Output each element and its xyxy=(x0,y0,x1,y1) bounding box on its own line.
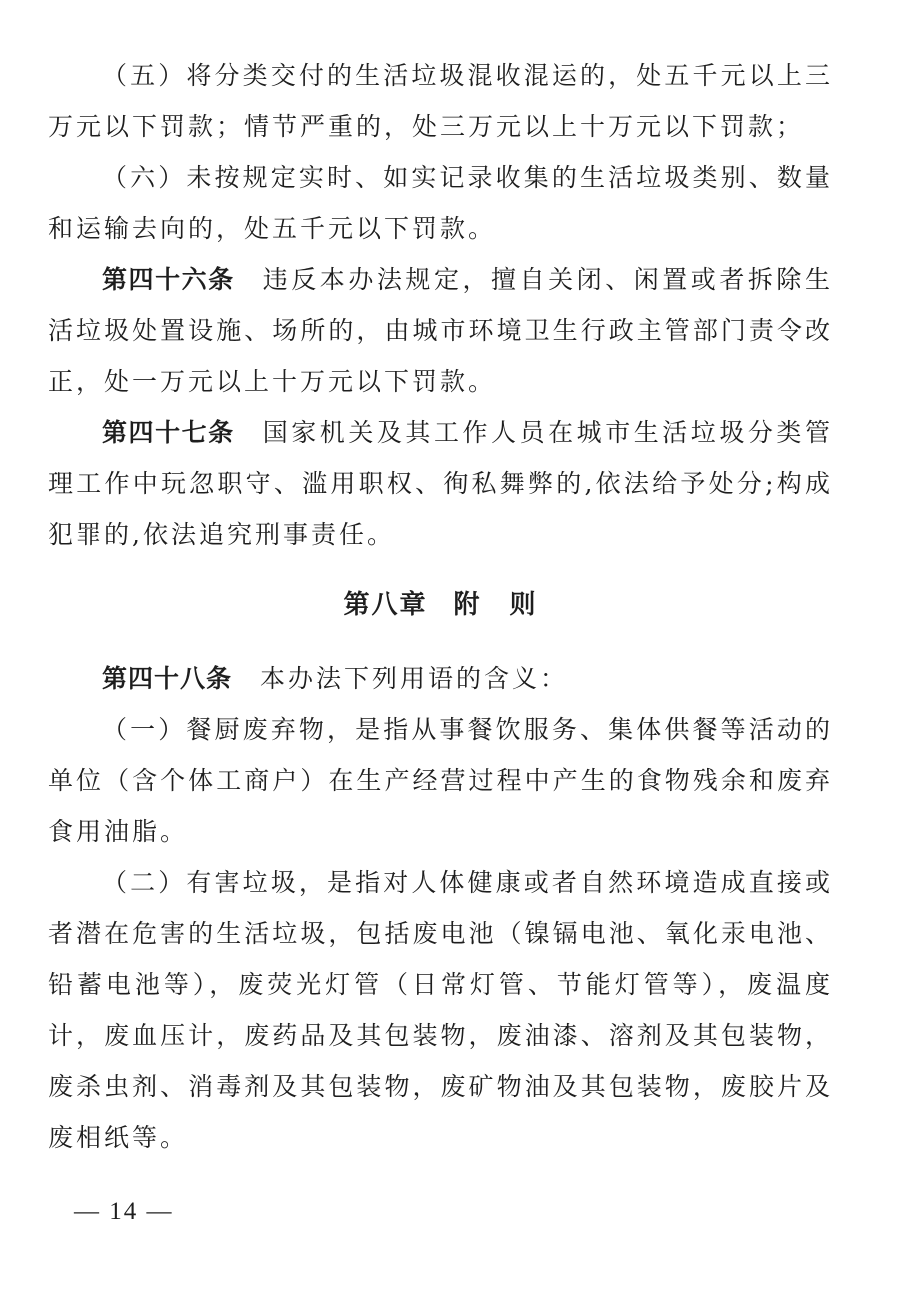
article-47 xyxy=(48,407,833,560)
definition-item-1: （一）餐厨废弃物，是指从事餐饮服务、集体供餐等活动的单位（含个体工商户）在生产经营过程中产生的食物残余和废弃食用油脂。 xyxy=(48,715,833,846)
article-46-text: 违反本办法规定，擅自关闭、闲置或者拆除生活垃圾处置设施、场所的，由城市环境卫生行政主管部门责令改正，处一万元以上十万元以下罚款。 xyxy=(48,265,833,396)
paragraph-item-6: （六）未按规定实时、如实记录收集的生活垃圾类别、数量和运输去向的，处五千元以下罚款。 xyxy=(48,163,833,243)
article-48 xyxy=(48,653,833,704)
page-number: — 14 — xyxy=(74,1198,174,1225)
paragraph-item-5: （五）将分类交付的生活垃圾混收混运的，处五千元以上三万元以下罚款；情节严重的，处三万元以上十万元以下罚款； xyxy=(48,61,833,141)
article-48-heading: 第四十八条 xyxy=(102,664,233,693)
chapter-name: 附 则 xyxy=(453,590,538,620)
chapter-number: 第八章 xyxy=(343,590,428,620)
article-47-text: 国家机关及其工作人员在城市生活垃圾分类管理工作中玩忽职守、滥用职权、徇私舞弊的,依法给予处分;构成犯罪的,依法追究刑事责任。 xyxy=(48,418,833,549)
article-48-text: 本办法下列用语的含义： xyxy=(260,664,569,693)
article-46-heading: 第四十六条 xyxy=(102,265,235,294)
chapter-title xyxy=(48,580,833,630)
article-47-heading: 第四十七条 xyxy=(102,418,235,447)
definition-item-2: （二）有害垃圾，是指对人体健康或者自然环境造成直接或者潜在危害的生活垃圾，包括废电池（镍镉电池、氧化汞电池、铅蓄电池等），废荧光灯管（日常灯管、节能灯管等），废温度计，废血压计，废药品及其包装物，废油漆、溶剂及其包装物，废杀虫剂、消毒剂及其包装物，废矿物油及其包装物，废胶片及废相纸等。 xyxy=(48,868,833,1152)
document-page xyxy=(48,50,833,1163)
article-46 xyxy=(48,254,833,407)
